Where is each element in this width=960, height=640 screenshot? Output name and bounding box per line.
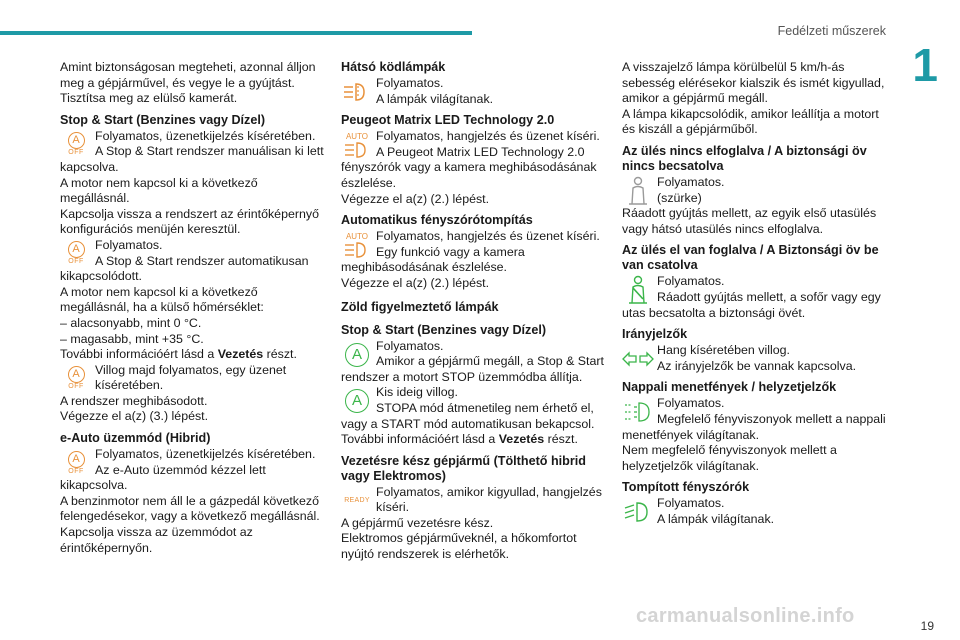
- section-title: e-Auto üzemmód (Hibrid): [60, 431, 211, 446]
- warning-item: Hang kíséretében villog. Az irányjelzők be vannak kapcsolva.: [622, 343, 894, 374]
- warning-item: AUTO Folyamatos, hangjelzés és üzenet kíséri. Egy funkció vagy a kamera meghibásodásának észlelése.: [341, 229, 600, 275]
- direction-indicator-icon: [622, 344, 654, 374]
- section-title: Peugeot Matrix LED Technology 2.0: [341, 113, 555, 128]
- warning-item: Folyamatos. Megfelelő fényviszonyok mellett a nappali menetfények világítanak.: [622, 396, 886, 442]
- column-2: Hátsó ködlámpák Folyamatos. A lámpák világítanak. Peugeot Matrix LED Technology 2.0 AUTO Folyamatos, hangjelzés és üzenet kíséri. A Peugeot Matrix LED Technology 2.0 fényszórók vagy a kamera meghibásodásának észlelése. Végezze el a(z) (2.) lépést. Automatikus fényszórótompítás AUTO Folyamatos, hangjelzés és üzenet kíséri. Egy funkció vagy a kamera meghibásodásának észlelése. Végezze el a(z) (2.) lépést. Zöld figyelmeztető lámpák Stop & Start (Benzines vagy Dízel) A Folyamatos. Amikor a gépjármű megáll, a Stop & Start rendszer a motort STOP üzemmódba állítja. A Kis ideig villog. STOPA mód átmenetileg nem érhető el, vagy a START mód automatikusan bekapcsol. További információért lásd a Vezetés részt. Vezetésre kész gépjármű (Tölthető hibrid vagy Elektromos) READY Folyamatos, amikor kigyullad, hangjelzés kíséri. A gépjármű vezetésre kész. Elektromos gépjárműveknél, a hőkomfortot nyújtó rendszerek is elérhetők.: [341, 60, 609, 563]
- warning-item: Folyamatos. (szürke): [622, 175, 894, 206]
- column-1: Amint biztonságosan megteheti, azonnal álljon meg a gépjárművel, és vegye le a gyújtást. Tisztítsa meg az elülső kamerát. Stop & Start (Benzines vagy Dízel) A OFF Folyamatos, üzenetkijelzés kíséretében. A Stop & Start rendszer manuálisan ki lett kapcsolva. A motor nem kapcsol ki a következő megállásnál. Kapcsolja vissza a rendszert az érintőképernyő konfigurációs menüjén keresztül. A OFF Folyamatos. A Stop & Start rendszer automatikusan kikapcsolódott. A motor nem kapcsol ki a következő megállásnál, ha a külső hőmérséklet: – alacsonyabb, mint 0 °C. – magasabb, mint +35 °C. További információért lásd a Vezetés részt. A OFF Villog majd folyamatos, egy üzenet kíséretében. A rendszer meghibásodott. Végezze el a(z) (3.) lépést. e-Auto üzemmód (Hibrid) A OFF Folyamatos, üzenetkijelzés kíséretében. Az e-Auto üzemmód kézzel lett kikapcsolva. A benzinmotor nem áll le a gázpedál következő felengedésekor, vagy a következő megállásnál. Kapcsolja vissza az üzemmódot az érintőképernyőn.: [60, 60, 324, 555]
- section-title: Tompított fényszórók: [622, 480, 750, 495]
- section-title: Hátsó ködlámpák: [341, 60, 446, 74]
- header-title: Fedélzeti műszerek: [777, 24, 886, 38]
- warning-item: A Folyamatos. Amikor a gépjármű megáll, a Stop & Start rendszer a motort STOP üzemmódba állítja.: [341, 338, 604, 384]
- rear-fog-lamp-icon: [341, 77, 373, 107]
- warning-item: READY Folyamatos, amikor kigyullad, hangjelzés kíséri.: [341, 485, 609, 516]
- daytime-lights-icon: [622, 397, 654, 427]
- section-title: Az ülés nincs elfoglalva / A biztonsági öv nincs becsatolva: [622, 143, 867, 173]
- warning-item: Folyamatos. Ráadott gyújtás mellett, a sofőr vagy egy utas becsatolta a biztonsági övét.: [622, 274, 881, 320]
- ready-icon: READY: [344, 496, 370, 504]
- section-title: Automatikus fényszórótompítás: [341, 213, 533, 228]
- warning-item: A OFF Folyamatos, üzenetkijelzés kíséretében. Az e-Auto üzemmód kézzel lett kikapcsolva.: [60, 447, 316, 493]
- warning-item: A Kis ideig villog. STOPA mód átmenetileg nem érhető el, vagy a START mód automatikusan bekapcsol.: [341, 385, 595, 431]
- warning-item: A OFF Folyamatos. A Stop & Start rendszer automatikusan kikapcsolódott.: [60, 237, 309, 284]
- warning-item: A OFF Villog majd folyamatos, egy üzenet kíséretében.: [60, 363, 325, 394]
- e-auto-off-icon: A OFF: [68, 452, 84, 475]
- warning-item: Folyamatos. A lámpák világítanak.: [622, 496, 894, 527]
- seat-belt-icon: [622, 176, 654, 206]
- watermark: carmanualsonline.info: [636, 605, 855, 627]
- seat-belt-fastened-icon: [622, 275, 654, 305]
- section-title: Stop & Start (Benzines vagy Dízel): [341, 322, 547, 337]
- dipped-beam-icon: [622, 497, 654, 527]
- auto-start-on-icon: A: [341, 340, 373, 370]
- section-title: Vezetésre kész gépjármű (Tölthető hibrid vagy Elektromos): [341, 453, 586, 483]
- intro-text: Amint biztonságosan megteheti, azonnal álljon meg a gépjárművel, és vegye le a gyújtást. Tisztítsa meg az elülső kamerát.: [60, 60, 316, 106]
- auto-start-on-icon: A: [341, 386, 373, 416]
- auto-headlamp-icon: AUTO: [341, 130, 373, 160]
- section-title: Irányjelzők: [622, 327, 688, 342]
- section-title: Zöld figyelmeztető lámpák: [341, 299, 499, 314]
- auto-start-off-icon: A OFF: [68, 368, 84, 391]
- header-accent-bar: [0, 31, 472, 35]
- warning-item: A OFF Folyamatos, üzenetkijelzés kíséretében. A Stop & Start rendszer manuálisan ki lett kapcsolva.: [60, 128, 324, 174]
- section-title: Nappali menetfények / helyzetjelzők: [622, 380, 837, 395]
- column-3: A visszajelző lámpa körülbelül 5 km/h-ás sebesség elérésekor kialszik és ismét kigyullad, amikor a gépjármű megáll. A lámpa kikapcsolódik, amikor leállítja a motort és kiszáll a gépjárműből. Az ülés nincs elfoglalva / A biztonsági öv nincs becsatolva Folyamatos. (szürke) Ráadott gyújtás mellett, az egyik első utasülés vagy hátsó utasülés nincs elfoglalva. Az ülés el van foglalva / A Biztonsági öv be van csatolva Folyamatos. Ráadott gyújtás mellett, a sofőr vagy egy utas becsatolta a biztonsági övét. Irányjelzők Hang kíséretében villog. Az irányjelzők be vannak kapcsolva. Nappali menetfények / helyzetjelzők Folyamatos. Megfelelő fényviszonyok mellett a nappali menetfények világítanak. Nem megfelelő fényviszonyok mellett a helyzetjelzők világítanak. Tompított fényszórók Folyamatos. A lámpák világítanak.: [622, 60, 894, 527]
- auto-start-off-icon: A OFF: [68, 134, 84, 157]
- warning-item: Folyamatos. A lámpák világítanak.: [341, 76, 609, 107]
- section-title: Az ülés el van foglalva / A Biztonsági öv be van csatolva: [622, 243, 879, 273]
- auto-start-off-icon: A OFF: [68, 243, 84, 266]
- auto-dipping-icon: AUTO: [341, 230, 373, 260]
- warning-item: AUTO Folyamatos, hangjelzés és üzenet kíséri. A Peugeot Matrix LED Technology 2.0 fényszórók vagy a kamera meghibásodásának észlelése.: [341, 129, 600, 190]
- page-number: 19: [920, 619, 934, 633]
- chapter-number: 1: [912, 39, 938, 91]
- section-title: Stop & Start (Benzines vagy Dízel): [60, 112, 266, 127]
